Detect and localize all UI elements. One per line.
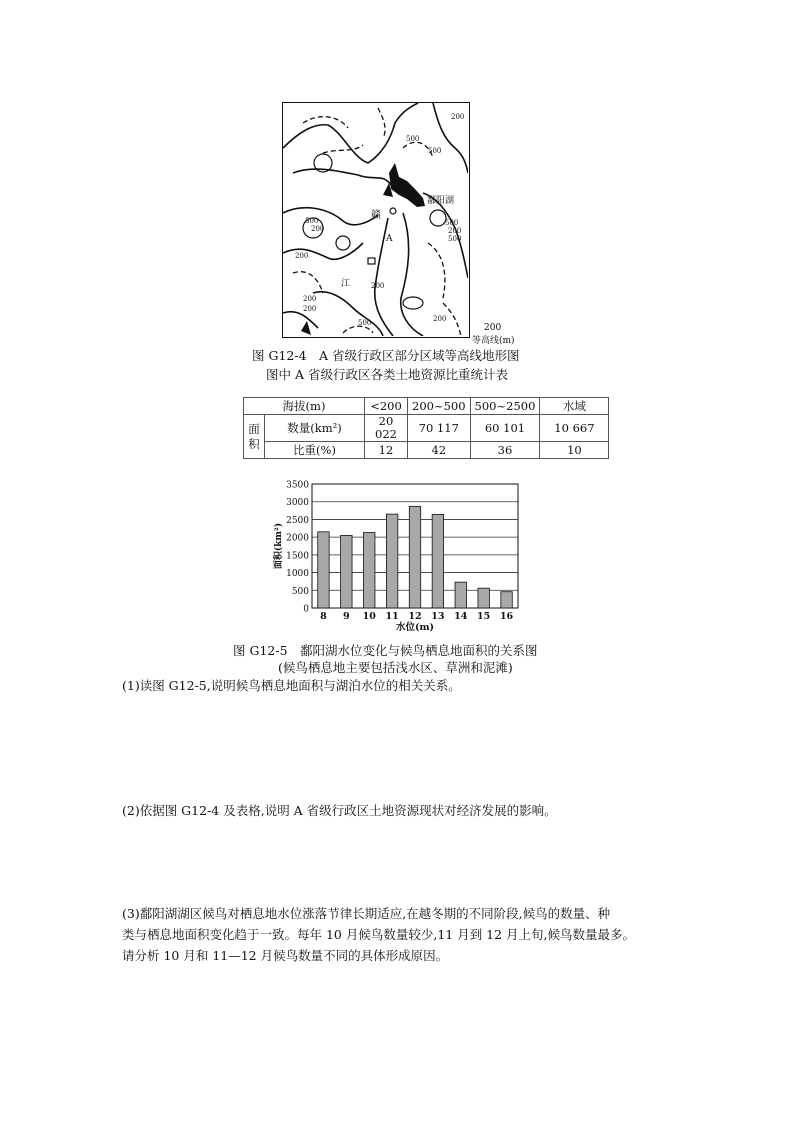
land-resource-table: [243, 397, 609, 459]
y-tick-label: 0: [303, 604, 309, 615]
x-tick-label: 8: [320, 611, 327, 622]
river-label-jiang: 江: [341, 279, 351, 289]
x-tick-label: 9: [343, 611, 350, 622]
table-cell: 42: [408, 442, 471, 459]
table-header-cell: 水域: [540, 398, 609, 415]
table-cell: 10: [540, 442, 609, 459]
y-tick-label: 3500: [286, 480, 309, 491]
contour-map-drawing: [283, 103, 468, 336]
bar: [364, 533, 375, 608]
contour-label: 500: [428, 147, 442, 155]
table-row-label: 数量(km²): [265, 415, 365, 442]
table-header-cell: <200: [365, 398, 408, 415]
x-tick-label: 14: [454, 611, 468, 622]
table-cell: 10 667: [540, 415, 609, 442]
bar: [478, 588, 489, 608]
bar: [432, 514, 443, 608]
map-legend-unit: 等高线(m): [472, 336, 515, 346]
table-header-cell: 500~2500: [470, 398, 540, 415]
table-group-label: 面 积: [244, 415, 265, 459]
map-legend: [472, 323, 515, 346]
bar: [386, 514, 397, 608]
table-header-cell: 200~500: [408, 398, 471, 415]
contour-label: 500: [445, 219, 459, 227]
y-tick-label: 500: [291, 586, 309, 597]
question-1: (1)读图 G12-5,说明候鸟栖息地面积与湖泊水位的相关关系。: [122, 678, 461, 693]
question-3: [122, 903, 635, 966]
table-cell: 20 022: [365, 415, 408, 442]
x-tick-label: 15: [477, 611, 491, 622]
contour-label: 500: [406, 135, 420, 143]
table-header-cell: 海拔(m): [244, 398, 365, 415]
y-tick-label: 2500: [286, 515, 309, 526]
bar: [341, 535, 352, 608]
question-3-line: 请分析 10 月和 11—12 月候鸟数量不同的具体形成原因。: [122, 948, 449, 963]
figure-note: (候鸟栖息地主要包括浅水区、草洲和泥滩): [278, 660, 513, 675]
contour-label: 200: [433, 315, 447, 323]
bar: [409, 506, 420, 608]
table-caption: 图中 A 省级行政区各类土地资源比重统计表: [266, 367, 508, 382]
contour-label: 500: [305, 217, 319, 225]
lake-label: 鄱阳湖: [427, 196, 455, 206]
contour-label: 200: [448, 227, 462, 235]
x-tick-label: 13: [431, 611, 445, 622]
x-tick-label: 11: [385, 611, 399, 622]
question-3-line: 类与栖息地面积变化趋于一致。每年 10 月候鸟数量较少,11 月到 12 月上旬,候鸟数量最多。: [122, 927, 636, 942]
table-row: [244, 415, 609, 442]
y-tick-label: 2000: [286, 533, 309, 544]
y-tick-label: 3000: [286, 498, 309, 509]
y-tick-label: 1500: [286, 551, 309, 562]
y-tick-label: 1000: [286, 569, 309, 580]
contour-label: 200: [451, 113, 465, 121]
contour-map: [282, 102, 470, 338]
contour-label: 200: [303, 295, 317, 303]
table-cell: 36: [470, 442, 540, 459]
question-2: (2)依据图 G12-4 及表格,说明 A 省级行政区土地资源现状对经济发展的影响。: [122, 803, 557, 818]
table-cell: 12: [365, 442, 408, 459]
map-legend-value: 200: [484, 323, 502, 333]
bar: [455, 582, 466, 608]
x-axis-label: 水位(m): [395, 622, 435, 633]
table-header-row: [244, 398, 609, 415]
bar: [318, 532, 329, 608]
contour-label: 500: [448, 235, 462, 243]
question-3-line: (3)鄱阳湖湖区候鸟对栖息地水位涨落节律长期适应,在越冬期的不同阶段,候鸟的数量、种: [122, 906, 611, 921]
x-tick-label: 10: [362, 611, 376, 622]
contour-label: 200: [311, 225, 325, 233]
table-row: [244, 442, 609, 459]
contour-label: 200: [303, 305, 317, 313]
bar-chart: [270, 478, 530, 634]
point-a-label: A: [386, 234, 393, 244]
contour-label: 200: [371, 282, 385, 290]
contour-label: 200: [295, 252, 309, 260]
contour-label: 500: [358, 319, 372, 327]
figure-caption-g12-4: 图 G12-4 A 省级行政区部分区域等高线地形图: [252, 348, 520, 363]
river-label-gan: 赣: [371, 210, 381, 221]
table-row-label: 比重(%): [265, 442, 365, 459]
x-tick-label: 12: [408, 611, 422, 622]
table-cell: 70 117: [408, 415, 471, 442]
bar: [501, 592, 512, 608]
table-cell: 60 101: [470, 415, 540, 442]
figure-caption-g12-5: 图 G12-5 鄱阳湖水位变化与候鸟栖息地面积的关系图: [233, 643, 538, 658]
y-axis-label: 面积(km²): [274, 522, 284, 570]
x-tick-label: 16: [499, 611, 514, 622]
